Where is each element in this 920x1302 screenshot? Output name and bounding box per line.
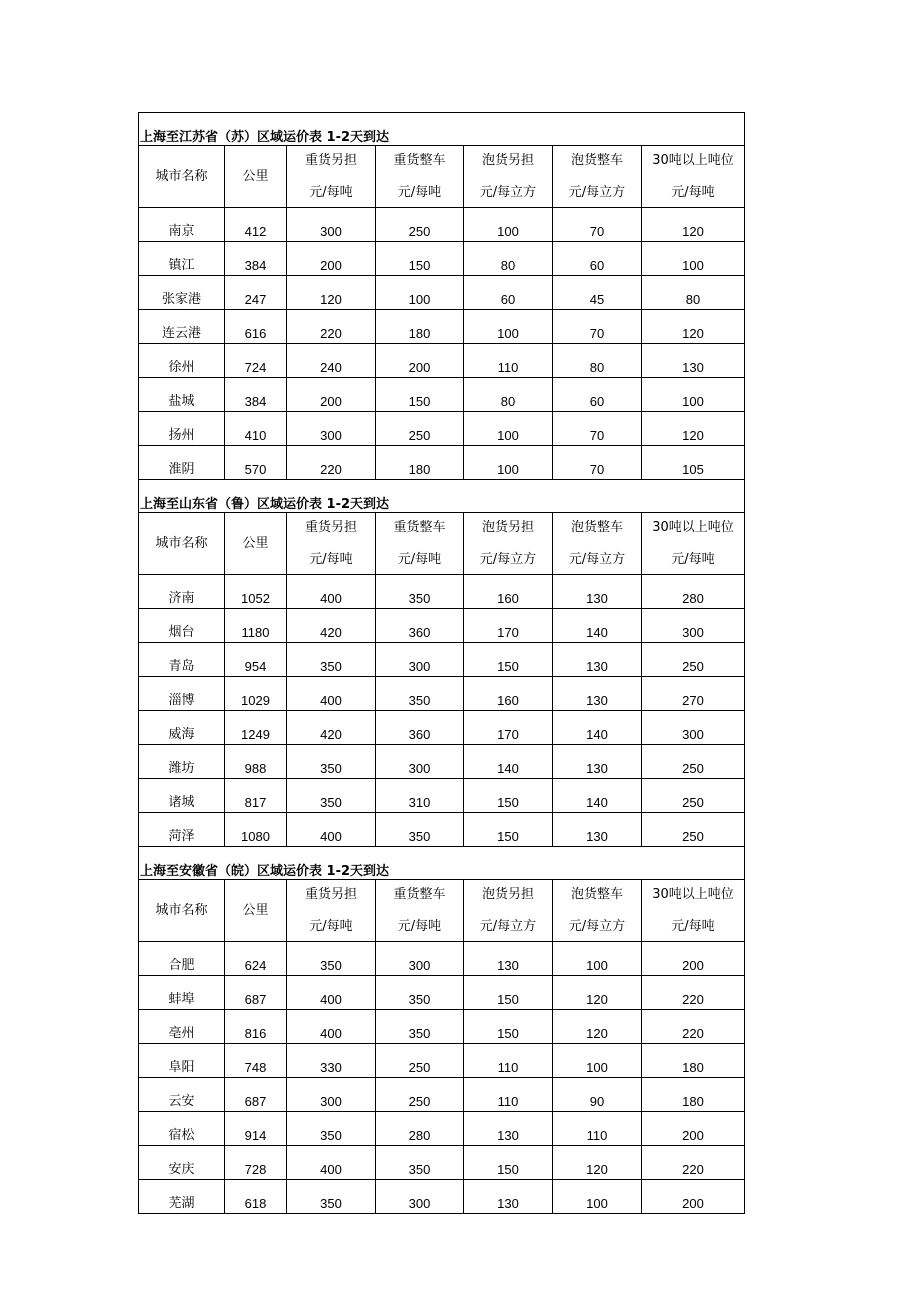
table-cell: 250 [642, 745, 745, 779]
table-cell: 280 [642, 575, 745, 609]
table-cell: 350 [376, 575, 464, 609]
table-cell: 100 [464, 446, 553, 480]
table-cell: 180 [376, 446, 464, 480]
table-cell: 817 [225, 779, 287, 813]
section-title: 上海至山东省（鲁）区域运价表 1-2天到达 [139, 480, 745, 513]
header-unit: 元/每立方 [568, 184, 626, 200]
table-row [139, 412, 745, 446]
table-cell: 240 [287, 344, 376, 378]
table-cell: 300 [287, 208, 376, 242]
header-col-2 [287, 880, 376, 942]
table-cell: 748 [225, 1044, 287, 1078]
city-name-cell: 张家港 [139, 276, 225, 310]
city-name-cell: 宿松 [139, 1112, 225, 1146]
table-cell: 120 [553, 976, 642, 1010]
header-col-6 [642, 880, 745, 942]
header-label: 重货另担 [304, 152, 357, 168]
table-cell: 180 [376, 310, 464, 344]
column-header-row [139, 880, 745, 942]
table-cell: 80 [464, 242, 553, 276]
city-name-cell: 潍坊 [139, 745, 225, 779]
table-row [139, 276, 745, 310]
city-name-cell: 济南 [139, 575, 225, 609]
table-cell: 160 [464, 677, 553, 711]
table-cell: 130 [642, 344, 745, 378]
header-label: 30吨以上吨位 [652, 519, 734, 535]
table-cell: 618 [225, 1180, 287, 1214]
table-cell: 120 [642, 208, 745, 242]
table-cell: 60 [553, 242, 642, 276]
table-row [139, 310, 745, 344]
table-row [139, 942, 745, 976]
city-name-cell: 安庆 [139, 1146, 225, 1180]
table-row [139, 1010, 745, 1044]
city-name-cell: 菏泽 [139, 813, 225, 847]
table-cell: 130 [464, 942, 553, 976]
table-cell: 100 [553, 1044, 642, 1078]
table-cell: 300 [642, 609, 745, 643]
section-title-row [139, 113, 745, 146]
table-cell: 350 [376, 677, 464, 711]
table-row [139, 344, 745, 378]
city-name-cell: 蚌埠 [139, 976, 225, 1010]
table-cell: 100 [642, 378, 745, 412]
table-cell: 300 [376, 942, 464, 976]
table-row [139, 609, 745, 643]
table-cell: 687 [225, 976, 287, 1010]
table-cell: 110 [464, 1044, 553, 1078]
table-cell: 270 [642, 677, 745, 711]
header-col-3 [376, 513, 464, 575]
table-cell: 100 [464, 412, 553, 446]
city-name-cell: 亳州 [139, 1010, 225, 1044]
table-row [139, 208, 745, 242]
table-cell: 728 [225, 1146, 287, 1180]
header-city-name: 城市名称 [139, 880, 225, 942]
table-row [139, 575, 745, 609]
table-cell: 350 [287, 779, 376, 813]
table-cell: 300 [376, 1180, 464, 1214]
table-cell: 150 [464, 1010, 553, 1044]
header-distance: 公里 [225, 880, 287, 942]
table-cell: 280 [376, 1112, 464, 1146]
header-unit: 元/每吨 [671, 184, 715, 200]
table-cell: 180 [642, 1044, 745, 1078]
header-col-5 [553, 513, 642, 575]
header-unit: 元/每吨 [671, 551, 715, 567]
header-unit: 元/每吨 [309, 918, 353, 934]
header-unit: 元/每立方 [479, 918, 537, 934]
table-cell: 200 [642, 1180, 745, 1214]
table-cell: 247 [225, 276, 287, 310]
table-cell: 80 [464, 378, 553, 412]
table-cell: 350 [376, 813, 464, 847]
table-cell: 400 [287, 1010, 376, 1044]
table-cell: 170 [464, 711, 553, 745]
freight-rate-document [138, 112, 744, 1214]
city-name-cell: 合肥 [139, 942, 225, 976]
table-cell: 250 [642, 643, 745, 677]
table-row [139, 1112, 745, 1146]
table-row [139, 1180, 745, 1214]
city-name-cell: 云安 [139, 1078, 225, 1112]
table-cell: 170 [464, 609, 553, 643]
city-name-cell: 徐州 [139, 344, 225, 378]
table-cell: 220 [642, 1010, 745, 1044]
table-cell: 250 [376, 208, 464, 242]
table-cell: 140 [464, 745, 553, 779]
header-unit: 元/每吨 [671, 918, 715, 934]
header-unit: 元/每立方 [568, 918, 626, 934]
table-cell: 130 [553, 745, 642, 779]
section-title-row [139, 847, 745, 880]
table-cell: 70 [553, 446, 642, 480]
table-cell: 220 [287, 310, 376, 344]
table-row [139, 745, 745, 779]
table-cell: 140 [553, 779, 642, 813]
city-name-cell: 淮阴 [139, 446, 225, 480]
table-cell: 120 [642, 412, 745, 446]
city-name-cell: 青岛 [139, 643, 225, 677]
table-cell: 1080 [225, 813, 287, 847]
table-cell: 360 [376, 609, 464, 643]
header-city-name: 城市名称 [139, 513, 225, 575]
table-cell: 616 [225, 310, 287, 344]
header-unit: 元/每吨 [397, 184, 442, 200]
city-name-cell: 烟台 [139, 609, 225, 643]
table-cell: 90 [553, 1078, 642, 1112]
table-cell: 400 [287, 575, 376, 609]
table-cell: 350 [287, 1180, 376, 1214]
table-cell: 1029 [225, 677, 287, 711]
table-row [139, 677, 745, 711]
table-cell: 914 [225, 1112, 287, 1146]
table-cell: 80 [553, 344, 642, 378]
city-name-cell: 连云港 [139, 310, 225, 344]
table-cell: 350 [287, 643, 376, 677]
table-cell: 110 [464, 1078, 553, 1112]
city-name-cell: 南京 [139, 208, 225, 242]
table-cell: 60 [553, 378, 642, 412]
table-cell: 130 [553, 575, 642, 609]
table-cell: 250 [642, 813, 745, 847]
table-cell: 724 [225, 344, 287, 378]
header-col-3 [376, 146, 464, 208]
header-label: 重货另担 [304, 886, 357, 902]
table-cell: 130 [553, 643, 642, 677]
table-cell: 150 [376, 378, 464, 412]
table-cell: 250 [642, 779, 745, 813]
header-label: 泡货整车 [570, 152, 623, 168]
header-label: 泡货另担 [481, 886, 534, 902]
table-cell: 100 [553, 942, 642, 976]
section-title: 上海至安徽省（皖）区域运价表 1-2天到达 [139, 847, 745, 880]
table-cell: 220 [287, 446, 376, 480]
table-cell: 350 [376, 976, 464, 1010]
city-name-cell: 淄博 [139, 677, 225, 711]
city-name-cell: 芜湖 [139, 1180, 225, 1214]
table-cell: 70 [553, 208, 642, 242]
table-cell: 70 [553, 412, 642, 446]
header-unit: 元/每吨 [397, 918, 442, 934]
column-header-row [139, 146, 745, 208]
header-label: 重货整车 [393, 886, 446, 902]
table-cell: 384 [225, 378, 287, 412]
table-cell: 350 [287, 1112, 376, 1146]
header-label: 30吨以上吨位 [652, 152, 734, 168]
table-cell: 420 [287, 609, 376, 643]
column-header-row [139, 513, 745, 575]
header-col-6 [642, 146, 745, 208]
table-cell: 400 [287, 976, 376, 1010]
header-city-name: 城市名称 [139, 146, 225, 208]
header-col-5 [553, 146, 642, 208]
table-cell: 300 [376, 745, 464, 779]
header-unit: 元/每立方 [479, 551, 537, 567]
table-cell: 412 [225, 208, 287, 242]
table-cell: 310 [376, 779, 464, 813]
table-cell: 120 [553, 1146, 642, 1180]
header-label: 重货整车 [393, 519, 446, 535]
table-cell: 100 [642, 242, 745, 276]
table-cell: 360 [376, 711, 464, 745]
header-unit: 元/每吨 [309, 551, 353, 567]
header-unit: 元/每立方 [479, 184, 537, 200]
table-cell: 350 [376, 1146, 464, 1180]
header-col-5 [553, 880, 642, 942]
table-cell: 200 [642, 942, 745, 976]
header-col-4 [464, 880, 553, 942]
table-cell: 150 [464, 779, 553, 813]
header-unit: 元/每吨 [309, 184, 353, 200]
table-cell: 220 [642, 976, 745, 1010]
table-cell: 110 [553, 1112, 642, 1146]
table-cell: 1180 [225, 609, 287, 643]
table-cell: 150 [464, 976, 553, 1010]
header-label: 泡货整车 [570, 886, 623, 902]
header-distance: 公里 [225, 146, 287, 208]
city-name-cell: 镇江 [139, 242, 225, 276]
header-distance: 公里 [225, 513, 287, 575]
table-cell: 60 [464, 276, 553, 310]
table-cell: 220 [642, 1146, 745, 1180]
header-label: 重货另担 [304, 519, 357, 535]
table-cell: 816 [225, 1010, 287, 1044]
table-cell: 350 [287, 745, 376, 779]
table-cell: 160 [464, 575, 553, 609]
table-row [139, 1146, 745, 1180]
table-cell: 130 [553, 677, 642, 711]
table-cell: 70 [553, 310, 642, 344]
table-cell: 300 [287, 1078, 376, 1112]
table-cell: 988 [225, 745, 287, 779]
table-row [139, 711, 745, 745]
table-row [139, 976, 745, 1010]
table-cell: 250 [376, 1044, 464, 1078]
freight-rate-table [138, 112, 745, 1214]
section-title-row [139, 480, 745, 513]
table-row [139, 813, 745, 847]
header-unit: 元/每吨 [397, 551, 442, 567]
header-col-4 [464, 513, 553, 575]
table-cell: 45 [553, 276, 642, 310]
table-cell: 120 [642, 310, 745, 344]
city-name-cell: 诸城 [139, 779, 225, 813]
table-cell: 200 [287, 378, 376, 412]
table-cell: 624 [225, 942, 287, 976]
table-cell: 130 [464, 1180, 553, 1214]
header-col-2 [287, 146, 376, 208]
table-cell: 250 [376, 1078, 464, 1112]
table-cell: 150 [464, 643, 553, 677]
table-cell: 1249 [225, 711, 287, 745]
table-cell: 687 [225, 1078, 287, 1112]
table-cell: 954 [225, 643, 287, 677]
table-row [139, 643, 745, 677]
table-cell: 120 [287, 276, 376, 310]
table-cell: 140 [553, 609, 642, 643]
table-cell: 200 [642, 1112, 745, 1146]
table-cell: 105 [642, 446, 745, 480]
header-col-4 [464, 146, 553, 208]
table-cell: 200 [287, 242, 376, 276]
table-cell: 150 [464, 1146, 553, 1180]
table-cell: 400 [287, 813, 376, 847]
table-cell: 400 [287, 677, 376, 711]
city-name-cell: 盐城 [139, 378, 225, 412]
table-cell: 100 [464, 310, 553, 344]
table-cell: 300 [642, 711, 745, 745]
table-cell: 410 [225, 412, 287, 446]
header-label: 30吨以上吨位 [652, 886, 734, 902]
header-label: 泡货整车 [570, 519, 623, 535]
city-name-cell: 阜阳 [139, 1044, 225, 1078]
table-cell: 100 [553, 1180, 642, 1214]
header-col-6 [642, 513, 745, 575]
table-row [139, 1044, 745, 1078]
table-cell: 200 [376, 344, 464, 378]
table-row [139, 378, 745, 412]
table-cell: 140 [553, 711, 642, 745]
table-cell: 150 [376, 242, 464, 276]
table-cell: 350 [376, 1010, 464, 1044]
table-cell: 150 [464, 813, 553, 847]
table-cell: 100 [376, 276, 464, 310]
section-title: 上海至江苏省（苏）区域运价表 1-2天到达 [139, 113, 745, 146]
table-cell: 570 [225, 446, 287, 480]
table-row [139, 1078, 745, 1112]
table-cell: 110 [464, 344, 553, 378]
table-cell: 180 [642, 1078, 745, 1112]
table-cell: 1052 [225, 575, 287, 609]
header-label: 重货整车 [393, 152, 446, 168]
table-row [139, 242, 745, 276]
header-col-2 [287, 513, 376, 575]
table-cell: 130 [464, 1112, 553, 1146]
table-cell: 300 [287, 412, 376, 446]
table-cell: 300 [376, 643, 464, 677]
city-name-cell: 威海 [139, 711, 225, 745]
table-cell: 100 [464, 208, 553, 242]
table-cell: 384 [225, 242, 287, 276]
table-cell: 350 [287, 942, 376, 976]
table-cell: 80 [642, 276, 745, 310]
table-row [139, 779, 745, 813]
table-cell: 120 [553, 1010, 642, 1044]
city-name-cell: 扬州 [139, 412, 225, 446]
header-label: 泡货另担 [481, 152, 534, 168]
table-cell: 420 [287, 711, 376, 745]
header-unit: 元/每立方 [568, 551, 626, 567]
header-col-3 [376, 880, 464, 942]
header-label: 泡货另担 [481, 519, 534, 535]
table-row [139, 446, 745, 480]
table-cell: 400 [287, 1146, 376, 1180]
table-cell: 130 [553, 813, 642, 847]
table-cell: 330 [287, 1044, 376, 1078]
table-cell: 250 [376, 412, 464, 446]
